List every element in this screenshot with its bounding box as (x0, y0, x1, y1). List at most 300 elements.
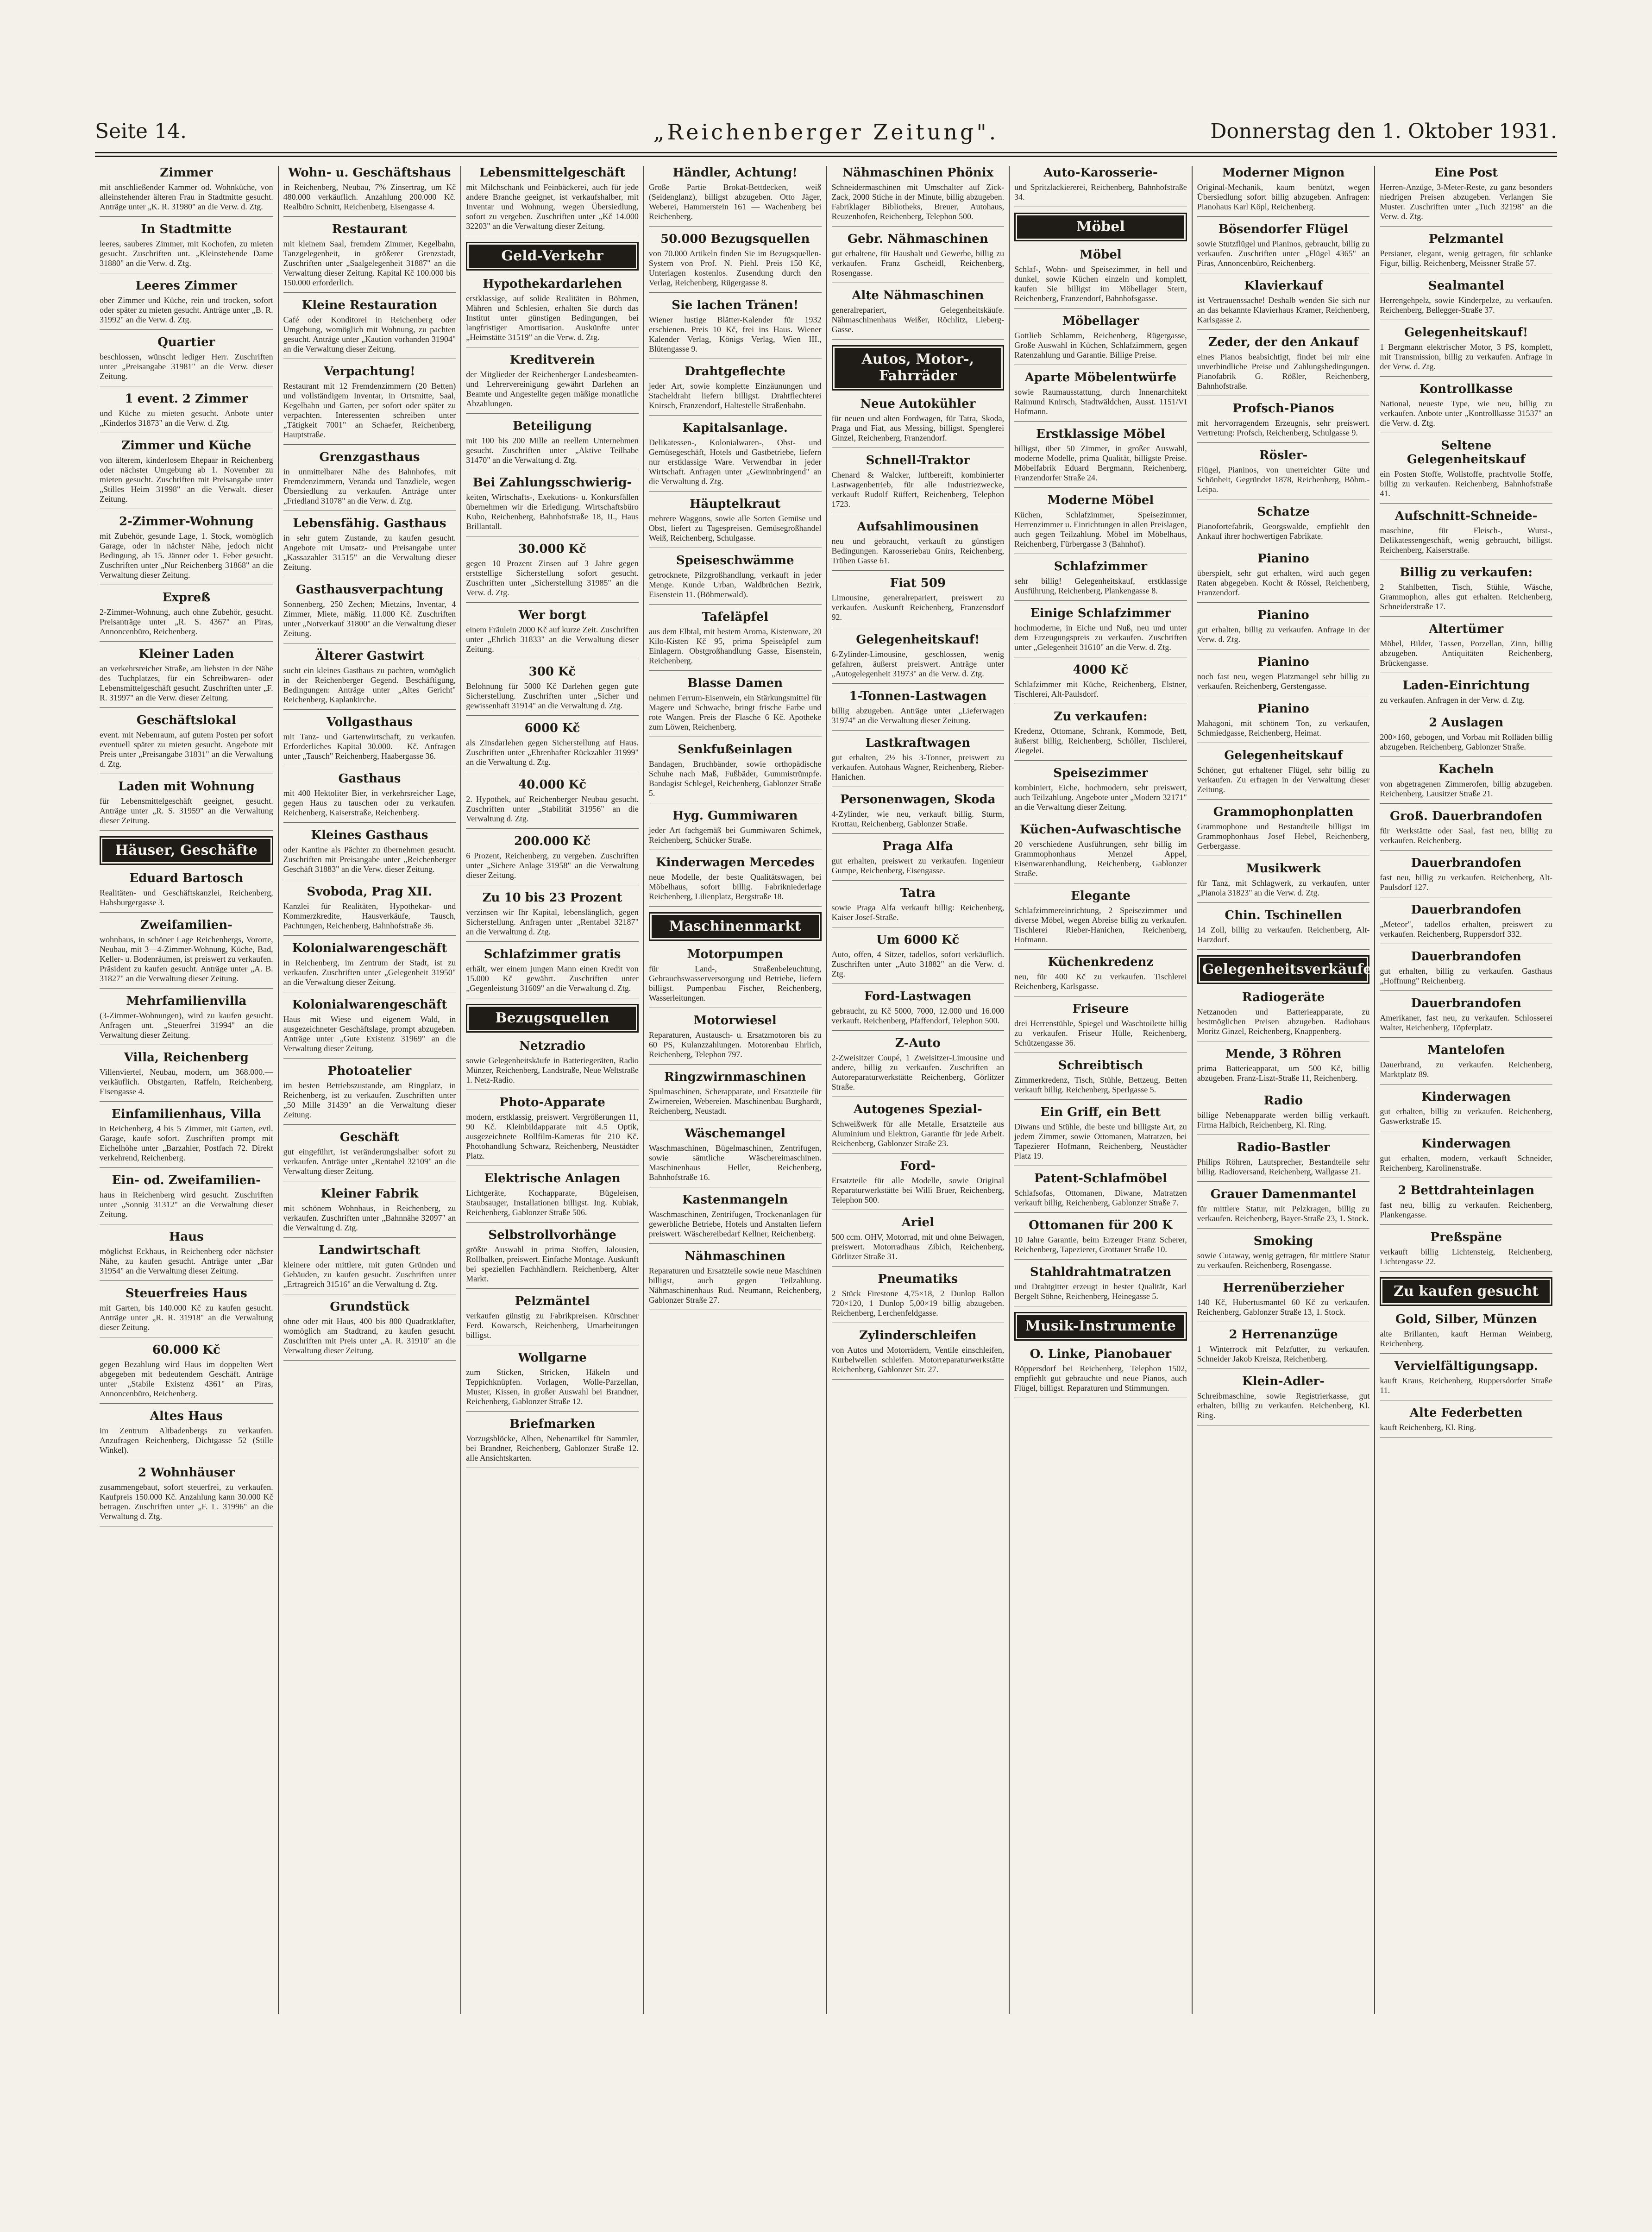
ad-text: zu verkaufen. Anfragen in der Verw. d. Ztg. (1380, 695, 1525, 705)
ad-heading: Alte Federbetten (1409, 1406, 1523, 1420)
ad-text: zum Sticken, Stricken, Häkeln und Teppichknüpfen. Vorlagen, Wolle-Parzellan, Muster, Kissen, in großer Auswahl bei Brandner, Reichenberg, Gablonzer Straße 12. (466, 1368, 639, 1406)
classified-ad (283, 517, 456, 577)
classified-ad (466, 1039, 639, 1090)
classified-ad (1380, 1359, 1552, 1400)
ad-heading: Motorwiesel (693, 1014, 777, 1028)
classified-ad (1380, 279, 1552, 320)
ad-heading: Bei Zahlungsschwierig- (472, 476, 632, 490)
ad-text: Große Partie Brokat-Bettdecken, weiß (Seidenglanz), billigst abzugeben. Otto Jäger, Weberei, Hammerstein 161 — Wachenberg bei Reichenberg. (648, 183, 822, 221)
classified-ad (466, 1294, 639, 1345)
column-5 (826, 166, 1009, 2014)
ad-heading: Sie lachen Tränen! (672, 298, 799, 312)
ad-heading: Wer borgt (518, 608, 586, 622)
section-title: Zu kaufen gesucht (1394, 1283, 1539, 1299)
classified-ad (466, 608, 639, 659)
classified-ad (283, 1130, 456, 1181)
ad-heading: Patent-Schlafmöbel (1034, 1172, 1167, 1185)
ad-heading: Um 6000 Kč (876, 933, 960, 947)
ad-heading: Wäschemangel (685, 1127, 785, 1141)
classified-ad (283, 998, 456, 1059)
classified-ad (1197, 552, 1370, 603)
ad-text: Schweißwerk für alle Metalle, Ersatzteile aus Aluminium und Elektron, Garantie für jede Arbeit. Reichenberg, Gablonzer Straße 23. (831, 1119, 1005, 1148)
ad-text: 6-Zylinder-Limousine, geschlossen, wenig gefahren, äußerst preiswert. Anträge unter „Autogelegenheit 31973" an die Verw. d. Ztg. (831, 649, 1005, 678)
ad-text: erstklassige, auf solide Realitäten in Böhmen, Mähren und Schlesien, erhalten Sie durch das Institut unter günstigen Bedingungen, bei langfristiger Amortisation. Auskünfte unter „Heimstätte 31519" an die Verw. d. Ztg. (466, 294, 639, 342)
ad-text: überspielt, sehr gut erhalten, wird auch gegen Raten abgegeben. Kocht & Rössel, Reichenberg, Franzendorf. (1197, 568, 1370, 597)
classified-ad (1380, 326, 1552, 377)
ad-text: 2-Zimmer-Wohnung, auch ohne Zubehör, gesucht. Preisanträge unter „R. S. 4367" an Piras, Annoncenbüro, Reichenberg. (100, 607, 273, 636)
ad-text: Kanzlei für Realitäten, Hypothekar- und Kommerzkredite, Hausverkäufe, Tausch, Pachtungen, Reichenberg, Bahnhofstraße 36. (283, 902, 456, 930)
classified-ad (100, 1051, 273, 1102)
ad-text: National, neueste Type, wie neu, billig zu verkaufen. Anbote unter „Kontrollkasse 31537" an die Verw. d. Ztg. (1380, 399, 1552, 428)
ad-text: maschine, für Fleisch-, Wurst-, Delikatessengeschäft, wenig gebraucht, billigst. Reichenberg, Kaiserstraße. (1380, 526, 1552, 555)
ad-text: oder Kantine als Pächter zu übernehmen gesucht. Zuschriften mit Preisangabe unter „Reichenberger Geschäft 31883" an die Verw. dieser Zeitung. (283, 845, 456, 874)
classified-ad (1197, 655, 1370, 696)
ad-heading: Aufsahlimousinen (857, 520, 979, 534)
ad-heading: 40.000 Kč (518, 778, 587, 792)
ad-text: möglichst Eckhaus, in Reichenberg oder nächster Nähe, zu kaufen gesucht. Anträge unter „Bar 31954" an die Verwaltung dieser Zeitung. (100, 1247, 273, 1275)
ad-heading: Grundstück (330, 1300, 409, 1314)
ad-heading: Lebensmittelgeschäft (479, 166, 626, 180)
ad-text: mit Tanz- und Gartenwirtschaft, zu verkaufen. Erforderliches Kapital 30.000.— Kč. Anfragen unter „Tausch" Reichenberg, Haabergasse 36. (283, 732, 456, 761)
classified-ad (1014, 1265, 1187, 1306)
ad-text: für neuen und alten Fordwagen, für Tatra, Skoda, Praga und Fiat, aus Messing, billigst. Spenglerei Ginzel, Reichenberg, Franzendorf. (831, 414, 1005, 442)
classified-ad (1380, 996, 1552, 1038)
ad-heading: Mehrfamilienvilla (126, 994, 247, 1008)
ad-text: Kredenz, Ottomane, Schrank, Kommode, Bett, äußerst billig, Reichenberg, Schöller, Tischlerei, Ziegelei. (1014, 726, 1187, 755)
classified-ad (466, 834, 639, 885)
ad-text: fast neu, billig zu verkaufen. Reichenberg, Alt-Paulsdorf 127. (1380, 873, 1552, 892)
ad-heading: 4000 Kč (1073, 663, 1129, 677)
ad-text: Mahagoni, mit schönem Ton, zu verkaufen, Schmiedgasse, Reichenberg, Heimat. (1197, 719, 1370, 738)
ad-text: neu, für 400 Kč zu verkaufen. Tischlerei Reichenberg, Karlsgasse. (1014, 972, 1187, 991)
classified-ad (649, 421, 822, 492)
ad-heading: Kinderwagen (1421, 1137, 1511, 1151)
classified-ad (1197, 908, 1370, 950)
ad-text: Wiener lustige Blätter-Kalender für 1932 erschienen. Preis 10 Kč, frei ins Haus. Wiener Kalender Verlag, Königs Verlag, Wien III., Blütengasse 9. (648, 315, 822, 353)
classified-ad (100, 591, 273, 642)
classified-ad (100, 279, 273, 330)
ad-heading: Gold, Silber, Münzen (1395, 1312, 1537, 1326)
ad-text: 140 Kč, Hubertusmantel 60 Kč zu verkaufen. Reichenberg, Gablonzer Straße 13, 1. Stock. (1197, 1298, 1370, 1317)
ad-heading: 2-Zimmer-Wohnung (119, 515, 254, 529)
ad-text: Flügel, Pianinos, von unerreichter Güte und Schönheit, Gegründet 1878, Reichenberg, Böhm.-Leipa. (1197, 465, 1370, 494)
ad-text: 1 Winterrock mit Pelzfutter, zu verkaufen. Schneider Jakob Kreisza, Reichenberg. (1197, 1344, 1370, 1363)
ad-text: in unmittelbarer Nähe des Bahnhofes, mit Fremdenzimmern, Veranda und Tanzdiele, wegen Übersiedlung zu verkaufen. Anträge unter „Friedland 31078" an die Verw. d. Ztg. (283, 467, 456, 505)
ad-text: 20 verschiedene Ausführungen, sehr billig im Grammophonhaus Menzel Appel, Eisenwarenhandlung, Reichenberg, Gablonzer Straße. (1014, 839, 1187, 878)
ad-heading: Häuptelkraut (689, 497, 781, 511)
ad-heading: Gelegenheitskauf! (1404, 326, 1528, 340)
ad-heading: Zu verkaufen: (1054, 710, 1148, 724)
ad-heading: Ariel (901, 1216, 934, 1229)
ad-text: Herrengehpelz, sowie Kinderpelze, zu verkaufen. Reichenberg, Bellegger-Straße 37. (1380, 296, 1552, 315)
ad-heading: Kastenmangeln (682, 1193, 788, 1207)
classified-ad (832, 886, 1005, 927)
classified-ad (283, 649, 456, 710)
section-heading (1197, 955, 1370, 984)
ad-text: event. mit Nebenraum, auf gutem Posten per sofort eventuell später zu mieten gesucht. Angebote mit Preis unter „Preisangabe 31831" an die Verwaltung d. Ztg. (100, 730, 273, 769)
classified-ad (466, 947, 639, 998)
ad-text: Dauerbrand, zu verkaufen. Reichenberg, Marktplatz 89. (1380, 1060, 1552, 1079)
classified-ad (100, 647, 273, 708)
ad-text: Röppersdorf bei Reichenberg, Telephon 1502, empfiehlt gut gebrauchte und neue Pianos, auch Flügel, billigst. Reparaturen und Stimmungen. (1014, 1364, 1187, 1393)
classified-ad (466, 665, 639, 716)
classified-ad (466, 542, 639, 603)
newspaper-masthead: „Reichenberger Zeitung". (653, 120, 999, 145)
ad-heading: Dauerbrandofen (1411, 950, 1521, 964)
classified-ad (466, 1172, 639, 1223)
classified-ad (649, 166, 822, 227)
ad-heading: Autogenes Spezial- (853, 1103, 982, 1116)
ad-text: Limousine, generalrepariert, preiswert zu verkaufen. Auskunft Reichenberg, Franzensdorf 92. (831, 593, 1005, 622)
classified-ad (832, 520, 1005, 571)
classified-ad (1014, 493, 1187, 554)
ad-heading: 2 Herrenanzüge (1229, 1328, 1338, 1342)
ad-text: leeres, sauberes Zimmer, mit Kochofen, zu mieten gesucht. Zuschriften unt. „Kleinstehende Dame 31880" an die Verw. d. Ztg. (100, 239, 273, 268)
classified-ad (100, 1286, 273, 1337)
classified-ad (832, 1036, 1005, 1097)
ad-text: Chenard & Walcker, luftbereift, kombinierter Lastwagenbetrieb, für alle Industriezwecke, verkauft Rudolf Rüffert, Reichenberg, Telephon 1723. (831, 470, 1005, 509)
classified-ad (466, 1228, 639, 1289)
classified-ad (1014, 889, 1187, 950)
ad-heading: Elektrische Anlagen (484, 1172, 621, 1185)
ad-heading: Friseure (1072, 1002, 1129, 1016)
ad-heading: Pneumatiks (878, 1272, 958, 1286)
ad-heading: Pelzmantel (1428, 232, 1504, 246)
ad-heading: Briefmarken (509, 1417, 595, 1431)
classified-ad (466, 721, 639, 772)
ad-text: in sehr gutem Zustande, zu kaufen gesucht. Angebote mit Umsatz- und Preisangabe unter „Kassazahler 31515" an die Verwaltung dieser Zeitung. (283, 533, 456, 572)
ad-text: von älterem, kinderlosem Ehepaar in Reichenberg oder nächster Umgebung ab 1. November zu mieten gesucht. Zuschriften mit Preisangabe unter „Stilles Heim 31998" an die Verwalt. dieser Zeitung. (100, 455, 273, 504)
classified-ad (100, 918, 273, 989)
classified-ad (1197, 402, 1370, 443)
ad-heading: Billig zu verkaufen: (1400, 566, 1533, 580)
ad-text: und Drahtgitter erzeugt in bester Qualität, Karl Bergelt Söhne, Reichenberg, Heinegasse 5. (1014, 1282, 1187, 1301)
ad-heading: 1-Tonnen-Lastwagen (849, 689, 987, 703)
ad-text: (3-Zimmer-Wohnungen), wird zu kaufen gesucht. Anfragen unt. „Steuerfrei 31994" an die Verwaltung dieser Zeitung. (100, 1011, 273, 1040)
ad-text: 10 Jahre Garantie, beim Erzeuger Franz Scherer, Reichenberg, Tapezierer, Grottauer Straße 10. (1014, 1235, 1187, 1254)
ad-text: Gottlieb Schlamm, Reichenberg, Rügergasse, Große Auswahl in Küchen, Schlafzimmern, gegen Ratenzahlung und Garantie. Billige Preise. (1014, 331, 1187, 359)
classified-ad (649, 856, 822, 907)
ad-text: von 70.000 Artikeln finden Sie im Bezugsquellen-System von Prof. N. Piehl. Preis 150 Kč, Unterlagen kostenlos. Zusendung durch den Verlag, Reichenberg, Rügergasse 8. (648, 249, 822, 287)
ad-heading: Tafeläpfel (702, 610, 769, 624)
ad-text: Lichtgeräte, Kochapparate, Bügeleisen, Staubsauger, Installationen billigst. Ing. Kubiak, Reichenberg, Gablonzer Straße 506. (466, 1188, 639, 1217)
classified-ad (466, 778, 639, 829)
ad-text: ober Zimmer und Küche, rein und trocken, sofort oder später zu mieten gesucht. Anträge unter „B. R. 31992" an die Verw. d. Ztg. (100, 296, 273, 324)
classified-ad (283, 1187, 456, 1238)
ad-text: mit Garten, bis 140.000 Kč zu kaufen gesucht. Anträge unter „R. R. 31918" an die Verwaltung dieser Zeitung. (100, 1303, 273, 1332)
ad-heading: Haus (169, 1230, 204, 1244)
ad-text: Zimmerkredenz, Tisch, Stühle, Bettzeug, Betten verkauft billig. Reichenberg, Sperlgasse 5. (1014, 1075, 1187, 1094)
ad-heading: 60.000 Kč (152, 1343, 220, 1357)
classified-ad (100, 222, 273, 273)
ad-heading: Gelegenheitskauf (1224, 749, 1343, 763)
ad-heading: Radio (1263, 1094, 1303, 1108)
classified-ad (1014, 823, 1187, 883)
ad-text: mit kleinem Saal, fremdem Zimmer, Kegelbahn, Tanzgelegenheit, in größerer Grenzstadt, Zuschriften unter „Saalgelegenheit 31887" an die Verwaltung dieser Zeitung. Kapital Kč 100.000 bis 150.000 erforderlich. (283, 239, 456, 287)
ad-text: alte Brillanten, kauft Herman Weinberg, Reichenberg. (1380, 1329, 1552, 1348)
ad-heading: Motorpumpen (687, 947, 783, 961)
classified-ad (100, 713, 273, 774)
classified-ad (283, 941, 456, 992)
ad-text: mit Zubehör, gesunde Lage, 1. Stock, womöglich Garage, oder in nächster Nähe, jedoch nicht Bedingung, ab 15. Jänner oder 1. Feber gesucht. Zuschriften unter „Nur Reichenberg 31868" an die Verwaltung dieser Zeitung. (100, 531, 273, 580)
ad-heading: Speisezimmer (1053, 766, 1148, 780)
ad-heading: Wohn- u. Geschäftshaus (288, 166, 451, 180)
column-7 (1192, 166, 1375, 2014)
classified-ad (1380, 763, 1552, 804)
classified-ad (1197, 702, 1370, 743)
ad-heading: Radio-Bastler (1237, 1141, 1330, 1154)
ad-text: gut erhalten, billig zu verkaufen. Reichenberg, Gaswerkstraße 15. (1380, 1107, 1552, 1126)
classified-ad (466, 419, 639, 470)
column-6 (1009, 166, 1192, 2014)
classified-ad (100, 1409, 273, 1460)
ad-text: größte Auswahl in prima Stoffen, Jalousien, Rollbalken, preiswert. Einfache Montage. Auskunft bei speziellen Fachhändlern. Reichenberg, Alter Markt. (466, 1245, 639, 1283)
ad-text: Waschmaschinen, Zentrifugen, Trockenanlagen für gewerbliche Betriebe, Hotels und Anstalten liefern preiswert. Wäschereibedarf Kellner, Reichenberg. (648, 1210, 822, 1238)
ad-text: 6 Prozent, Reichenberg, zu vergeben. Zuschriften unter „Sichere Anlage 31958" an die Verwaltung dieser Zeitung. (466, 851, 639, 880)
ad-text: 1 Bergmann elektrischer Motor, 3 PS, komplett, mit Transmission, billig zu verkaufen. Anfrage in der Verw. d. Ztg. (1380, 342, 1552, 371)
ad-heading: Verpachtung! (324, 365, 415, 378)
classified-ad (1380, 809, 1552, 851)
ad-heading: Moderner Mignon (1222, 166, 1345, 180)
classified-ad (1014, 427, 1187, 488)
ad-heading: Villa, Reichenberg (124, 1051, 249, 1065)
ad-text: verkaufen günstig zu Fabrikpreisen. Kürschner Ferd. Kowarsch, Reichenberg, Umarbeitungen billigst. (466, 1311, 639, 1340)
ad-heading: Ford- (900, 1159, 936, 1173)
classified-ad (1380, 166, 1552, 227)
classified-ad (1014, 1105, 1187, 1166)
ad-heading: Herrenüberzieher (1223, 1281, 1344, 1295)
ad-heading: Kolonialwarengeschäft (292, 941, 447, 955)
classified-ad (649, 365, 822, 416)
classified-ad (1197, 222, 1370, 273)
classifieds-columns (95, 166, 1557, 2014)
classified-ad (832, 1159, 1005, 1210)
ad-text: Schöner, gut erhaltener Flügel, sehr billig zu verkaufen. Zu erfragen in der Verwaltung dieser Zeitung. (1197, 765, 1370, 794)
ad-heading: Personenwagen, Skoda (840, 793, 996, 807)
classified-ad (283, 583, 456, 643)
classified-ad (1380, 439, 1552, 504)
classified-ad (1197, 166, 1370, 217)
classified-ad (1197, 805, 1370, 856)
ad-text: 2-Zweisitzer Coupé, 1 Zweisitzer-Limousine und andere, billig zu verkaufen. Zuschriften an Autoreparaturwerkstätte Reichenberg, Görlitzer Straße. (831, 1053, 1005, 1091)
classified-ad (1014, 166, 1187, 207)
ad-text: Belohnung für 5000 Kč Darlehen gegen gute Sicherstellung. Zuschriften unter „Sicher und gewissenhaft 31914" an die Verwaltung d. Ztg. (466, 681, 639, 710)
ad-heading: Ein- od. Zweifamilien- (112, 1173, 261, 1187)
classified-ad (100, 166, 273, 217)
ad-text: Restaurant mit 12 Fremdenzimmern (20 Betten) und vollständigem Inventar, in Ortsmitte, Saal, Kegelbahn und Garten, per sofort oder später zu verpachten. Interessenten schreiben unter „Tätigkeit 7001" an Schaefer, Reichenberg, Hauptstraße. (283, 381, 456, 439)
ad-text: 14 Zoll, billig zu verkaufen. Reichenberg, Alt-Harzdorf. (1197, 925, 1370, 944)
ad-heading: Geschäft (339, 1130, 400, 1144)
classified-ad (1014, 663, 1187, 704)
classified-ad (466, 1417, 639, 1468)
section-title: Maschinenmarkt (669, 918, 801, 934)
ad-heading: Preßspäne (1430, 1230, 1502, 1244)
classified-ad (1014, 560, 1187, 601)
section-title: Bezugsquellen (495, 1010, 609, 1026)
ad-text: in Reichenberg, Neubau, 7% Zinsertrag, um Kč 480.000 verkäuflich. Anzahlung 200.000 Kč. Realbüro Schnitt, Reichenberg, Eisengasse 4. (283, 183, 456, 211)
ad-heading: 30.000 Kč (518, 542, 587, 556)
ad-text: für Tanz, mit Schlagwerk, zu verkaufen, unter „Pianola 31823" an die Verw. d. Ztg. (1197, 878, 1370, 897)
ad-heading: Smoking (1253, 1234, 1313, 1248)
ad-text: sowie Stutzflügel und Pianinos, gebraucht, billig zu verkaufen. Zuschriften unter „Flügel 4365" an Piras, Annoncenbüro, Reichenberg. (1197, 239, 1370, 268)
ad-text: gut erhaltene, für Haushalt und Gewerbe, billig zu verkaufen. Franz Gscheidl, Reichenberg, Rosengasse. (831, 249, 1005, 277)
ad-text: gut erhalten, 2½ bis 3-Tonner, preiswert zu verkaufen. Autohaus Wagner, Reichenberg, Rieber-Hanichen. (831, 753, 1005, 782)
ad-heading: Gelegenheitskauf! (856, 633, 980, 647)
classified-ad (283, 772, 456, 823)
classified-ad (832, 689, 1005, 731)
classified-ad (283, 298, 456, 359)
classified-ad (649, 1127, 822, 1187)
ad-text: hochmoderne, in Eiche und Nuß, neu und unter dem Erzeugungspreis zu verkaufen. Zuschriften unter „Gelegenheit 31610" an die Verw. d. Ztg. (1014, 623, 1187, 652)
ad-heading: Möbellager (1062, 314, 1139, 328)
classified-ad (100, 1230, 273, 1281)
ad-heading: Photoatelier (327, 1064, 412, 1078)
ad-heading: Blasse Damen (687, 676, 783, 690)
page-header (95, 120, 1557, 147)
ad-text: Schlafsofas, Ottomanen, Diwane, Matratzen verkauft billig, Reichenberg, Gablonzer Straße 7. (1014, 1188, 1187, 1207)
classified-ad (1380, 382, 1552, 433)
ad-heading: Gasthausverpachtung (295, 583, 443, 597)
ad-text: im besten Betriebszustande, am Ringplatz, in Reichenberg, ist zu verkaufen. Zuschriften unter „50 Mille 31439" an die Verwaltung dieser Zeitung. (283, 1081, 456, 1119)
ad-text: gut eingeführt, ist veränderungshalber sofort zu verkaufen. Anträge unter „Rentabel 32109" an die Verwaltung dieser Zeitung. (283, 1147, 456, 1176)
ad-heading: Ottomanen für 200 K (1029, 1218, 1173, 1232)
ad-text: gegen Bezahlung wird Haus im doppelten Wert abgegeben mit bedeutendem Geschäft. Anträge unter „Stabile Existenz 4361" an Piras, Annoncenbüro, Reichenberg. (100, 1360, 273, 1398)
ad-heading: Quartier (157, 335, 215, 349)
ad-heading: Vollgasthaus (327, 715, 413, 729)
ad-text: Sonnenberg, 250 Zechen; Mietzins, Inventar, 4 Zimmer, Miete, mäßig. 11.000 Kč. Zuschriften unter „Notverkauf 31800" an die Verwaltung dieser Zeitung. (283, 599, 456, 638)
ad-heading: Alte Nähmaschinen (852, 289, 984, 303)
column-1 (95, 166, 278, 2014)
classified-ad (1197, 608, 1370, 649)
ad-heading: Schatze (1257, 505, 1310, 519)
ad-heading: Kontrollkasse (1419, 382, 1513, 396)
ad-heading: Aufschnitt-Schneide- (1394, 509, 1538, 523)
ad-text: beschlossen, wünscht lediger Herr. Zuschriften unter „Preisangabe 31981" an die Verw. dieser Zeitung. (100, 352, 273, 381)
ad-text: sowie Gelegenheitskäufe in Batteriegeräten, Radio Münzer, Reichenberg, Landstraße, Neue Weltstraße 1. Netz-Radio. (466, 1056, 639, 1084)
ad-text: Netzanoden und Batterieapparate, zu bestmöglichen Preisen abzugeben. Radiohaus Moritz Ginzel, Reichenberg, Knappenberg. (1197, 1007, 1370, 1036)
ad-text: gut erhalten, preiswert zu verkaufen. Ingenieur Gumpe, Reichenberg, Eisengasse. (831, 856, 1005, 875)
classified-ad (1014, 710, 1187, 761)
ad-heading: Hyg. Gummiwaren (672, 809, 798, 823)
ad-heading: Altertümer (1429, 622, 1504, 636)
ad-heading: Grauer Damenmantel (1210, 1187, 1357, 1201)
classified-ad (832, 633, 1005, 684)
ad-heading: Tatra (900, 886, 936, 900)
classified-ad (1380, 1406, 1552, 1438)
classified-ad (832, 736, 1005, 787)
ad-heading: Laden-Einrichtung (1402, 679, 1530, 693)
ad-text: modern, erstklassig, preiswert. Vergrößerungen 11, 90 Kč. Kleinbildapparate mit 4.5 Optik, ausgezeichnete Rollfilm-Kameras für 210 Kč. Photohandlung Schwarz, Reichenberg, Neustädter Platz. (466, 1112, 639, 1160)
ad-heading: 6000 Kč (524, 721, 580, 735)
ad-heading: Küchenkredenz (1048, 955, 1154, 969)
ad-heading: Pianino (1257, 552, 1309, 566)
ad-heading: Bösendorfer Flügel (1218, 222, 1349, 236)
ad-heading: Radiogeräte (1242, 990, 1325, 1004)
classified-ad (832, 397, 1005, 448)
ad-text: jeder Art fachgemäß bei Gummiwaren Schimek, Reichenberg, Schücker Straße. (648, 826, 822, 845)
section-title: Möbel (1076, 219, 1125, 235)
classified-ad (649, 1193, 822, 1244)
classified-ad (832, 839, 1005, 881)
ad-text: Café oder Konditorei in Reichenberg oder Umgebung, womöglich mit Wohnung, zu pachten gesucht. Anträge unter „Kaution vorhanden 31904" an die Verwaltung dieser Zeitung. (283, 315, 456, 353)
ad-heading: 2 Auslagen (1429, 716, 1504, 730)
ad-heading: Pianino (1257, 655, 1309, 669)
ad-text: eines Pianos beabsichtigt, findet bei mir eine unverbindliche Preise und Zahlungsbedingungen. Pianofabrik G. Rößler, Reichenberg, Bahnhofstraße. (1197, 352, 1370, 391)
ad-heading: Leeres Zimmer (135, 279, 238, 293)
classified-ad (649, 1014, 822, 1065)
ad-heading: Senkfußeinlagen (678, 743, 793, 757)
classified-ad (1380, 950, 1552, 991)
ad-heading: Kreditverein (509, 353, 595, 367)
ad-heading: Eduard Bartosch (129, 871, 244, 885)
ad-heading: Gebr. Nähmaschinen (847, 232, 988, 246)
ad-heading: Aparte Möbelentwürfe (1024, 371, 1177, 385)
classified-ad (649, 232, 822, 293)
issue-date: Donnerstag den 1. Oktober 1931. (1210, 120, 1557, 143)
ad-text: der Mitglieder der Reichenberger Landesbeamten- und Lehrervereinigung gewährt Darlehen an Beamte und Angestellte gegen mäßige monatliche Abzahlungen. (466, 370, 639, 408)
ad-text: in Reichenberg, 4 bis 5 Zimmer, mit Garten, evtl. Garage, kaufe sofort. Zuschriften prompt mit Eichelhöhe unter „Barzahler, Postfach 72. Direkt verkehrend, Reichenberg. (100, 1124, 273, 1162)
classified-ad (100, 994, 273, 1045)
header-rule (95, 156, 1557, 157)
classified-ad (832, 576, 1005, 627)
classified-ad (466, 1351, 639, 1412)
ad-heading: Nähmaschinen Phönix (842, 166, 994, 180)
classified-ad (100, 780, 273, 831)
classified-ad (283, 222, 456, 293)
ad-text: 2. Hypothek, auf Reichenberger Neubau gesucht. Zuschriften unter „Stabilität 31956" an die Verwaltung d. Ztg. (466, 794, 639, 823)
ad-heading: Seltene Gelegenheitskauf (1407, 439, 1526, 467)
classified-ad (1197, 1141, 1370, 1182)
ad-text: gegen 10 Prozent Zinsen auf 3 Jahre gegen erststellige Sicherstellung sofort gesucht. Zuschriften unter „Sicherstellung 31985" an die Verw. d. Ztg. (466, 559, 639, 597)
ad-heading: Einfamilienhaus, Villa (111, 1107, 261, 1121)
ad-text: gut erhalten, billig zu verkaufen. Anfrage in der Verw. d. Ztg. (1197, 625, 1370, 644)
ad-heading: Kleines Gasthaus (311, 828, 428, 842)
classified-ad (649, 676, 822, 737)
ad-text: Schlafzimmer mit Küche, Reichenberg, Elstner, Tischlerei, Alt-Paulsdorf. (1014, 680, 1187, 699)
ad-text: zusammengebaut, sofort steuerfrei, zu verkaufen. Kaufpreis 150.000 Kč. Anzahlung kann 30.000 Kč betragen. Zuschriften unter „F. L. 31996" an die Verwaltung d. Ztg. (100, 1482, 273, 1521)
ad-text: von Autos und Motorrädern, Ventile einschleifen, Kurbelwellen schleifen. Motorreparaturwerkstätte Reichenberg, Gablonzer Str. 27. (831, 1345, 1005, 1374)
ad-text: gut erhalten, billig zu verkaufen. Gasthaus „Hoffnung" Reichenberg. (1380, 966, 1552, 985)
ad-heading: Beteiligung (513, 419, 592, 433)
ad-text: Persianer, elegant, wenig getragen, für schlanke Figur, billig. Reichenberg, Meissner Straße 57. (1380, 249, 1552, 268)
classified-ad (1014, 371, 1187, 422)
ad-text: Schlaf-, Wohn- und Speisezimmer, in hell und dunkel, sowie Küchen einzeln und komplett, kaufen Sie billigst im Möbellager Stern, Reichenberg, Franzendorf, Bahnhofsgasse. (1014, 265, 1187, 303)
ad-text: Delikatessen-, Kolonialwaren-, Obst- und Gemüsegeschäft, Hotels und Gastbetriebe, liefern nur erstklassige Ware. Verwendbar in jeder Wirtschaft. Anfragen unter „Gewinnbringend" an die Verwaltung d. Ztg. (648, 438, 822, 486)
ad-text: und Spritzlackiererei, Reichenberg, Bahnhofstraße 34. (1014, 183, 1187, 202)
ad-heading: Ein Griff, ein Bett (1040, 1105, 1161, 1119)
ad-text: Amerikaner, fast neu, zu verkaufen. Schlosserei Walter, Reichenberg, Töpferplatz. (1380, 1013, 1552, 1032)
ad-heading: Kapitalsanlage. (682, 421, 788, 435)
ad-heading: Kinderwagen (1421, 1090, 1511, 1104)
ad-text: Waschmaschinen, Bügelmaschinen, Zentrifugen, sowie sämtliche Wäschereimaschinen. Maschinenhaus Heller, Reichenberg, Bahnhofstraße 16. (648, 1143, 822, 1182)
ad-text: sowie Raumausstattung, durch Innenarchitekt Raimund Knirsch, Stadtwäldchen, Ausst. 1151/VI Hofmann. (1014, 387, 1187, 416)
ad-heading: Speiseschwämme (676, 554, 794, 567)
classified-ad (1380, 1312, 1552, 1354)
ad-heading: Zimmer und Küche (121, 439, 251, 453)
ad-text: Bandagen, Bruchbänder, sowie orthopädische Schuhe nach Maß, Fußbäder, Gummistrümpfe. Bandagist Schlegel, Reichenberg, Gablonzer Straße 5. (648, 759, 822, 798)
ad-text: Diwans und Stühle, die beste und billigste Art, zu jedem Zimmer, sowie Ottomanen, Matratzen, bei Tapezierer Hofmann, Reichenberg, Neustädter Platz 19. (1014, 1122, 1187, 1160)
ad-heading: Kleiner Fabrik (320, 1187, 419, 1201)
section-heading (832, 345, 1005, 391)
ad-text: noch fast neu, wegen Platzmangel sehr billig zu verkaufen. Reichenberg, Gerstengasse. (1197, 672, 1370, 691)
classified-ad (1197, 1281, 1370, 1322)
classified-ad (649, 1070, 822, 1121)
classified-ad (1197, 448, 1370, 499)
classified-ad (832, 232, 1005, 283)
page-number: Seite 14. (95, 120, 187, 143)
ad-heading: Hypothekardarlehen (483, 277, 622, 291)
ad-text: Vorzugsblöcke, Alben, Nebenartikel für Sammler, bei Brandner, Reichenberg, Gablonzer Straße 12. alle Ansichtskarten. (466, 1434, 639, 1463)
